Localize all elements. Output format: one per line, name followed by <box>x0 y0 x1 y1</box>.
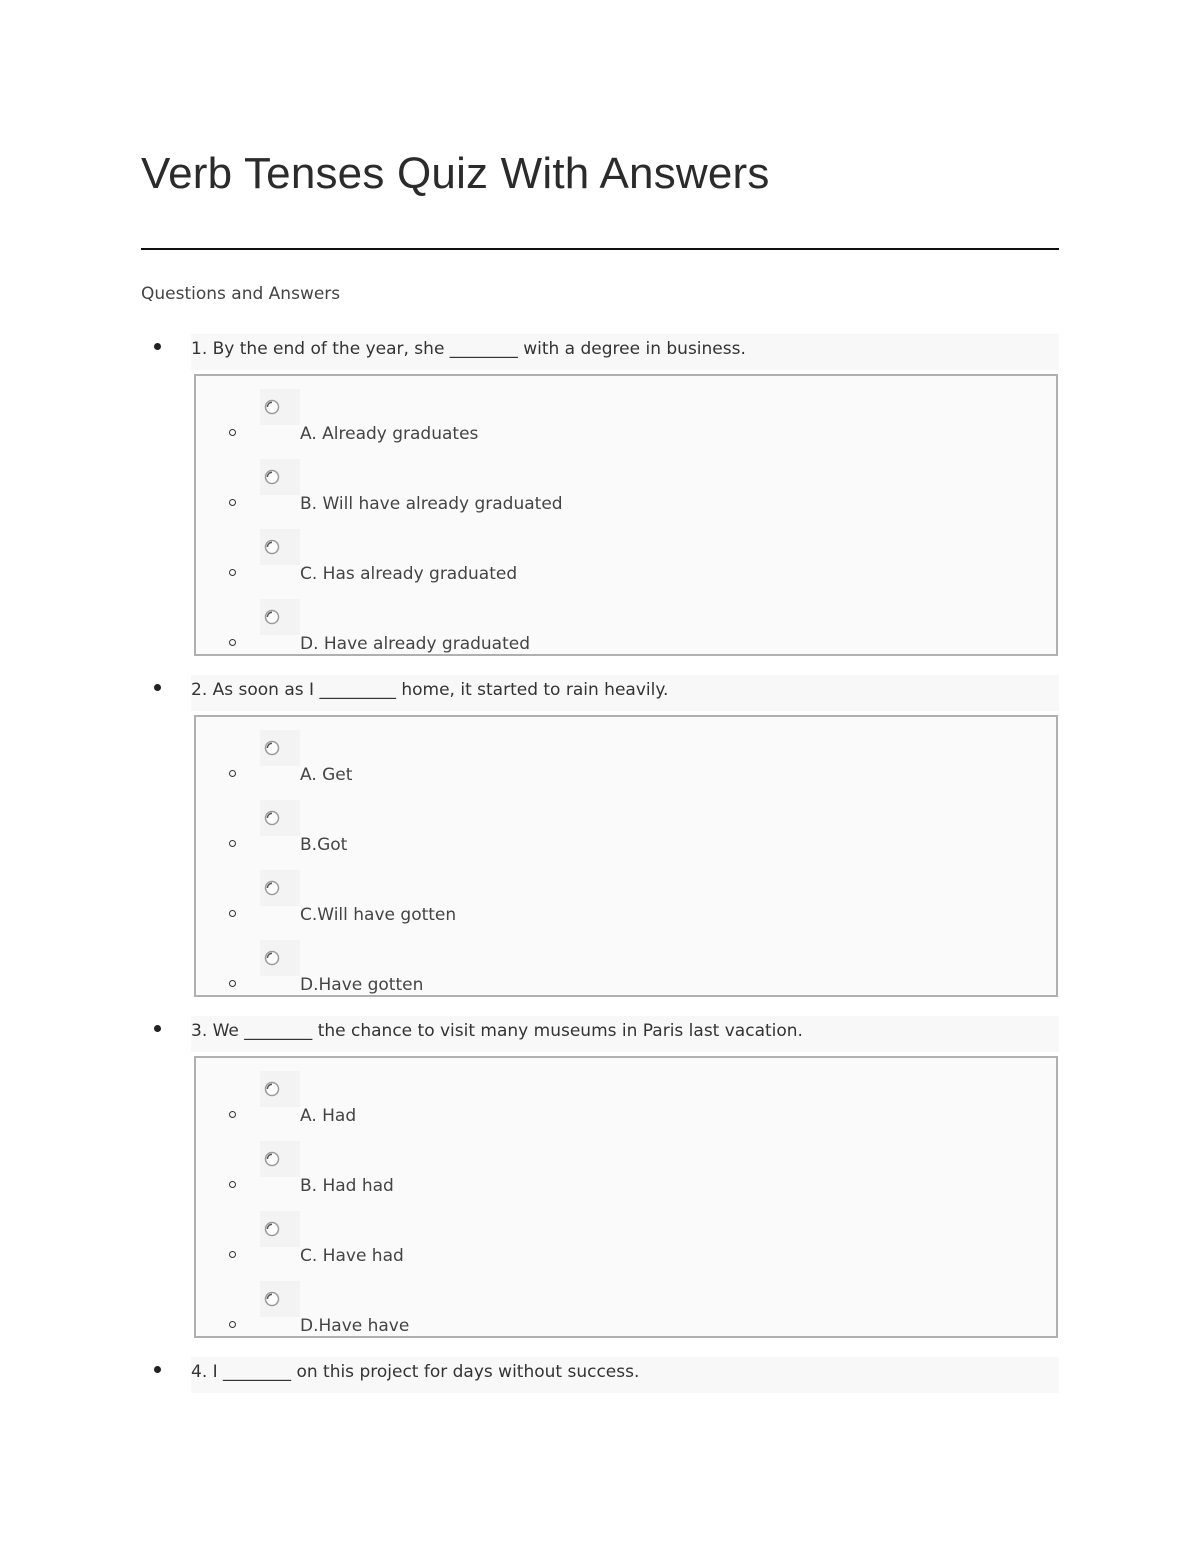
radio-unchecked-icon <box>264 880 280 896</box>
options-group <box>194 374 1058 656</box>
radio-button[interactable] <box>260 1141 300 1177</box>
options-group <box>194 715 1058 997</box>
option-label: C. Have had <box>300 1246 404 1266</box>
sub-bullet-icon <box>229 1181 236 1188</box>
bullet-icon <box>154 684 161 691</box>
option-label: B.Got <box>300 835 348 855</box>
sub-bullet-icon <box>229 770 236 777</box>
sub-bullet-icon <box>229 429 236 436</box>
option-label: D.Have gotten <box>300 975 424 995</box>
option-label: A. Get <box>300 765 353 785</box>
radio-unchecked-icon <box>264 1221 280 1237</box>
radio-button[interactable] <box>260 870 300 906</box>
radio-unchecked-icon <box>264 740 280 756</box>
bullet-icon <box>154 343 161 350</box>
option-b[interactable] <box>196 787 1056 857</box>
sub-bullet-icon <box>229 639 236 646</box>
option-b[interactable] <box>196 446 1056 516</box>
question-1 <box>141 334 1061 654</box>
sub-bullet-icon <box>229 499 236 506</box>
sub-bullet-icon <box>229 840 236 847</box>
option-label: D. Have already graduated <box>300 634 531 654</box>
option-b[interactable] <box>196 1128 1056 1198</box>
radio-button[interactable] <box>260 730 300 766</box>
question-2 <box>141 675 1061 995</box>
question-text: 1. By the end of the year, she ________ with a degree in business. <box>191 334 1059 370</box>
option-label: B. Had had <box>300 1176 394 1196</box>
bullet-icon <box>154 1366 161 1373</box>
question-4 <box>141 1357 1061 1393</box>
option-a[interactable] <box>196 1058 1056 1128</box>
radio-unchecked-icon <box>264 1151 280 1167</box>
sub-bullet-icon <box>229 910 236 917</box>
option-label: A. Had <box>300 1106 357 1126</box>
question-row <box>141 675 1061 711</box>
radio-unchecked-icon <box>264 810 280 826</box>
radio-button[interactable] <box>260 1281 300 1317</box>
option-d[interactable] <box>196 1268 1056 1338</box>
radio-unchecked-icon <box>264 399 280 415</box>
sub-bullet-icon <box>229 980 236 987</box>
option-c[interactable] <box>196 1198 1056 1268</box>
radio-unchecked-icon <box>264 950 280 966</box>
option-label: C. Has already graduated <box>300 564 518 584</box>
option-c[interactable] <box>196 857 1056 927</box>
radio-button[interactable] <box>260 1071 300 1107</box>
option-label: B. Will have already graduated <box>300 494 563 514</box>
question-row <box>141 1016 1061 1052</box>
radio-button[interactable] <box>260 389 300 425</box>
sub-bullet-icon <box>229 1111 236 1118</box>
question-row <box>141 1357 1061 1393</box>
radio-unchecked-icon <box>264 469 280 485</box>
section-label: Questions and Answers <box>141 284 341 304</box>
question-text: 4. I ________ on this project for days without success. <box>191 1357 1059 1393</box>
radio-button[interactable] <box>260 800 300 836</box>
option-c[interactable] <box>196 516 1056 586</box>
radio-button[interactable] <box>260 940 300 976</box>
sub-bullet-icon <box>229 1321 236 1328</box>
title-divider <box>141 248 1059 250</box>
question-row <box>141 334 1061 370</box>
radio-button[interactable] <box>260 599 300 635</box>
page-title: Verb Tenses Quiz With Answers <box>141 149 770 198</box>
sub-bullet-icon <box>229 569 236 576</box>
option-a[interactable] <box>196 717 1056 787</box>
radio-unchecked-icon <box>264 1291 280 1307</box>
radio-button[interactable] <box>260 459 300 495</box>
question-text: 3. We ________ the chance to visit many museums in Paris last vacation. <box>191 1016 1059 1052</box>
question-3 <box>141 1016 1061 1336</box>
option-label: A. Already graduates <box>300 424 479 444</box>
option-label: C.Will have gotten <box>300 905 457 925</box>
radio-button[interactable] <box>260 1211 300 1247</box>
sub-bullet-icon <box>229 1251 236 1258</box>
radio-unchecked-icon <box>264 539 280 555</box>
option-a[interactable] <box>196 376 1056 446</box>
bullet-icon <box>154 1025 161 1032</box>
option-d[interactable] <box>196 927 1056 997</box>
option-label: D.Have have <box>300 1316 410 1336</box>
radio-button[interactable] <box>260 529 300 565</box>
radio-unchecked-icon <box>264 609 280 625</box>
option-d[interactable] <box>196 586 1056 656</box>
options-group <box>194 1056 1058 1338</box>
radio-unchecked-icon <box>264 1081 280 1097</box>
question-text: 2. As soon as I _________ home, it started to rain heavily. <box>191 675 1059 711</box>
